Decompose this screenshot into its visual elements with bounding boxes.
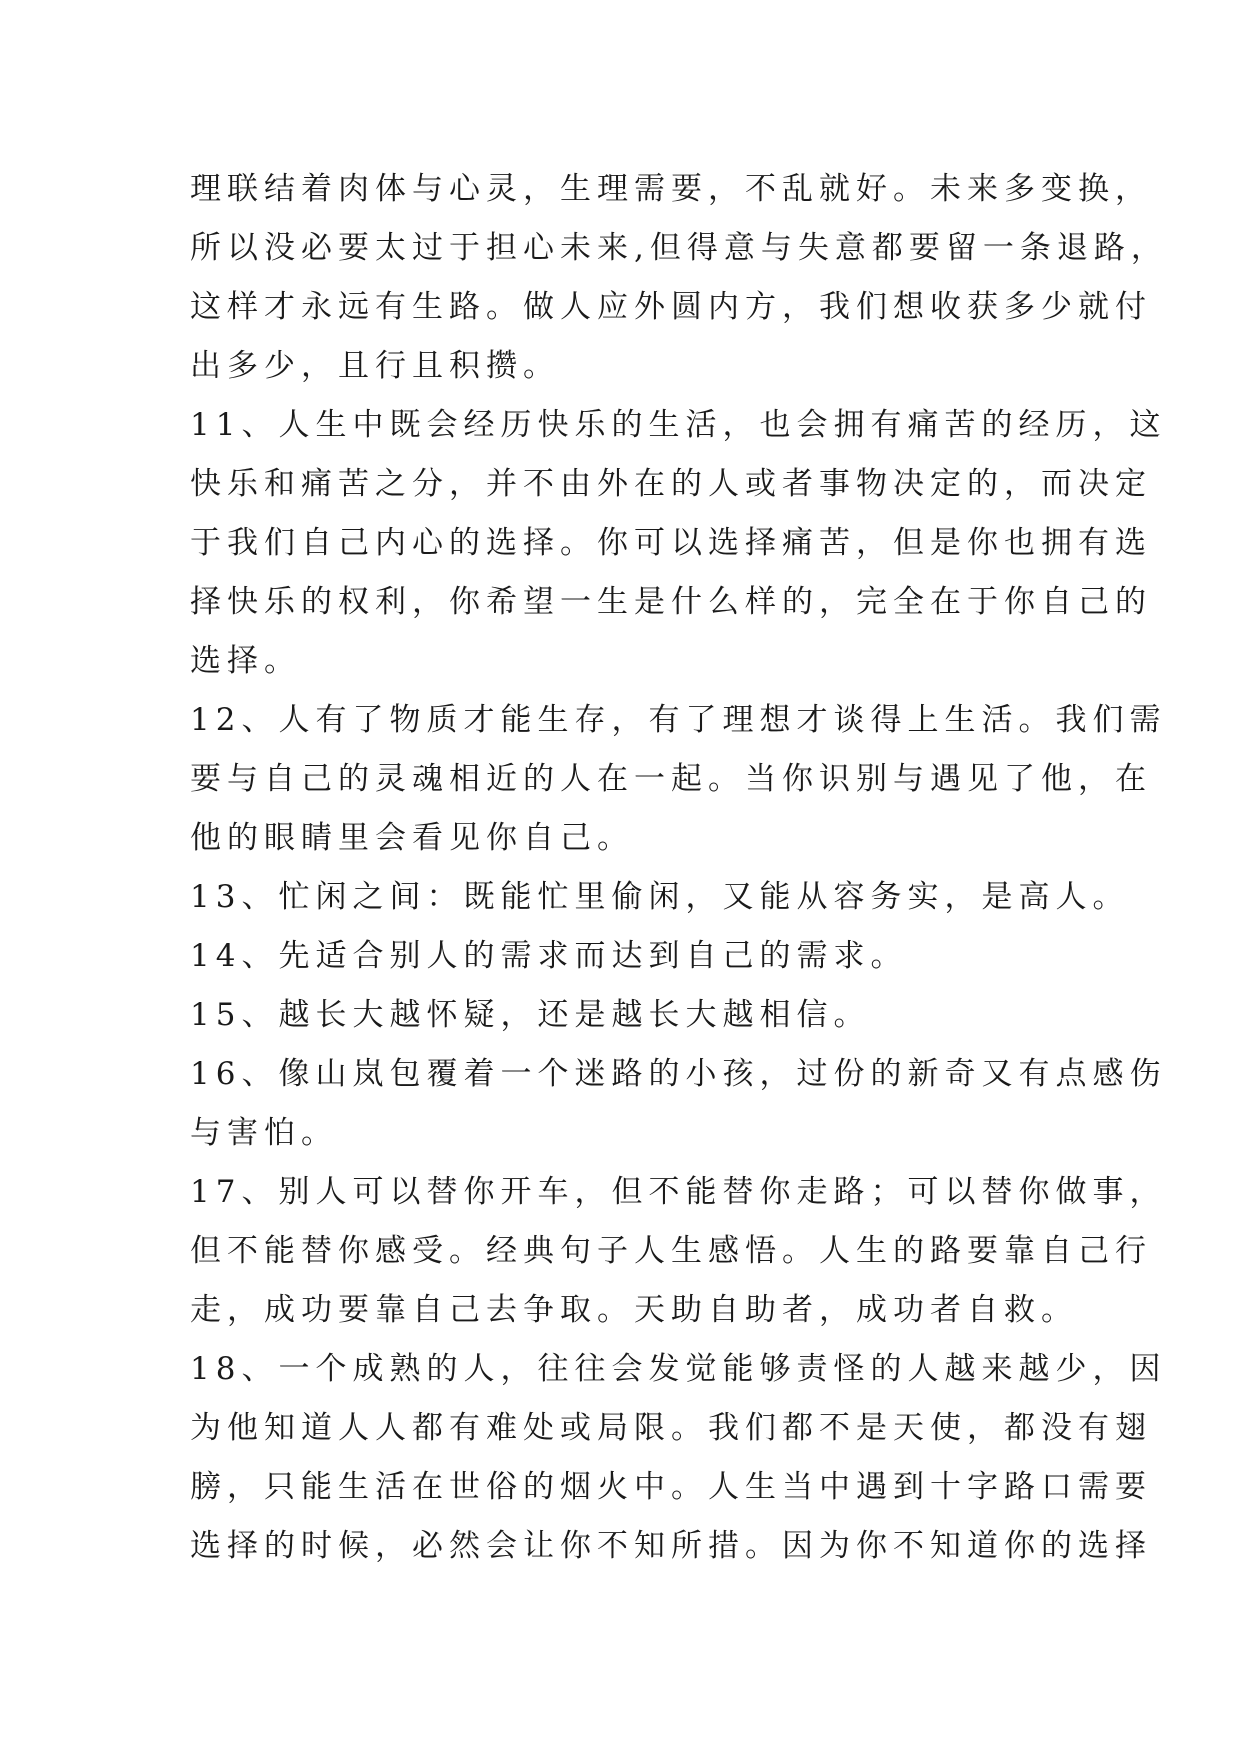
text-line: 15、越长大越怀疑，还是越长大越相信。 (190, 997, 871, 1033)
text-line: 要与自己的灵魂相近的人在一起。当你识别与遇见了他，在 (190, 761, 1152, 797)
text-line: 18、一个成熟的人，往往会发觉能够责怪的人越来越少，因 (190, 1351, 1167, 1387)
text-line: 选择。 (190, 643, 301, 679)
text-line: 择快乐的权利，你希望一生是什么样的，完全在于你自己的 (190, 584, 1152, 620)
text-line: 为他知道人人都有难处或局限。我们都不是天使，都没有翅 (190, 1410, 1152, 1446)
text-line: 这样才永远有生路。做人应外圆内方，我们想收获多少就付 (190, 289, 1152, 325)
text-line: 与害怕。 (190, 1115, 338, 1151)
text-line: 12、人有了物质才能生存，有了理想才谈得上生活。我们需 (190, 702, 1167, 738)
text-line: 膀，只能生活在世俗的烟火中。人生当中遇到十字路口需要 (190, 1469, 1152, 1505)
text-line: 出多少，且行且积攒。 (190, 348, 560, 384)
text-line: 选择的时候，必然会让你不知所措。因为你不知道你的选择 (190, 1528, 1152, 1564)
text-line: 理联结着肉体与心灵，生理需要，不乱就好。未来多变换， (190, 171, 1152, 207)
text-line: 14、先适合别人的需求而达到自己的需求。 (190, 938, 908, 974)
text-line: 17、别人可以替你开车，但不能替你走路；可以替你做事， (190, 1174, 1167, 1210)
text-line: 但不能替你感受。经典句子人生感悟。人生的路要靠自己行 (190, 1233, 1152, 1269)
text-line: 快乐和痛苦之分，并不由外在的人或者事物决定的，而决定 (190, 466, 1152, 502)
text-line: 11、人生中既会经历快乐的生活，也会拥有痛苦的经历，这 (190, 407, 1167, 443)
body-text (190, 160, 1168, 1576)
text-line: 16、像山岚包覆着一个迷路的小孩，过份的新奇又有点感伤 (190, 1056, 1167, 1092)
text-line: 所以没必要太过于担心未来,但得意与失意都要留一条退路， (190, 230, 1168, 266)
text-line: 于我们自己内心的选择。你可以选择痛苦，但是你也拥有选 (190, 525, 1152, 561)
text-line: 13、忙闲之间：既能忙里偷闲，又能从容务实，是高人。 (190, 879, 1130, 915)
text-line: 走，成功要靠自己去争取。天助自助者，成功者自救。 (190, 1292, 1078, 1328)
text-line: 他的眼睛里会看见你自己。 (190, 820, 634, 856)
